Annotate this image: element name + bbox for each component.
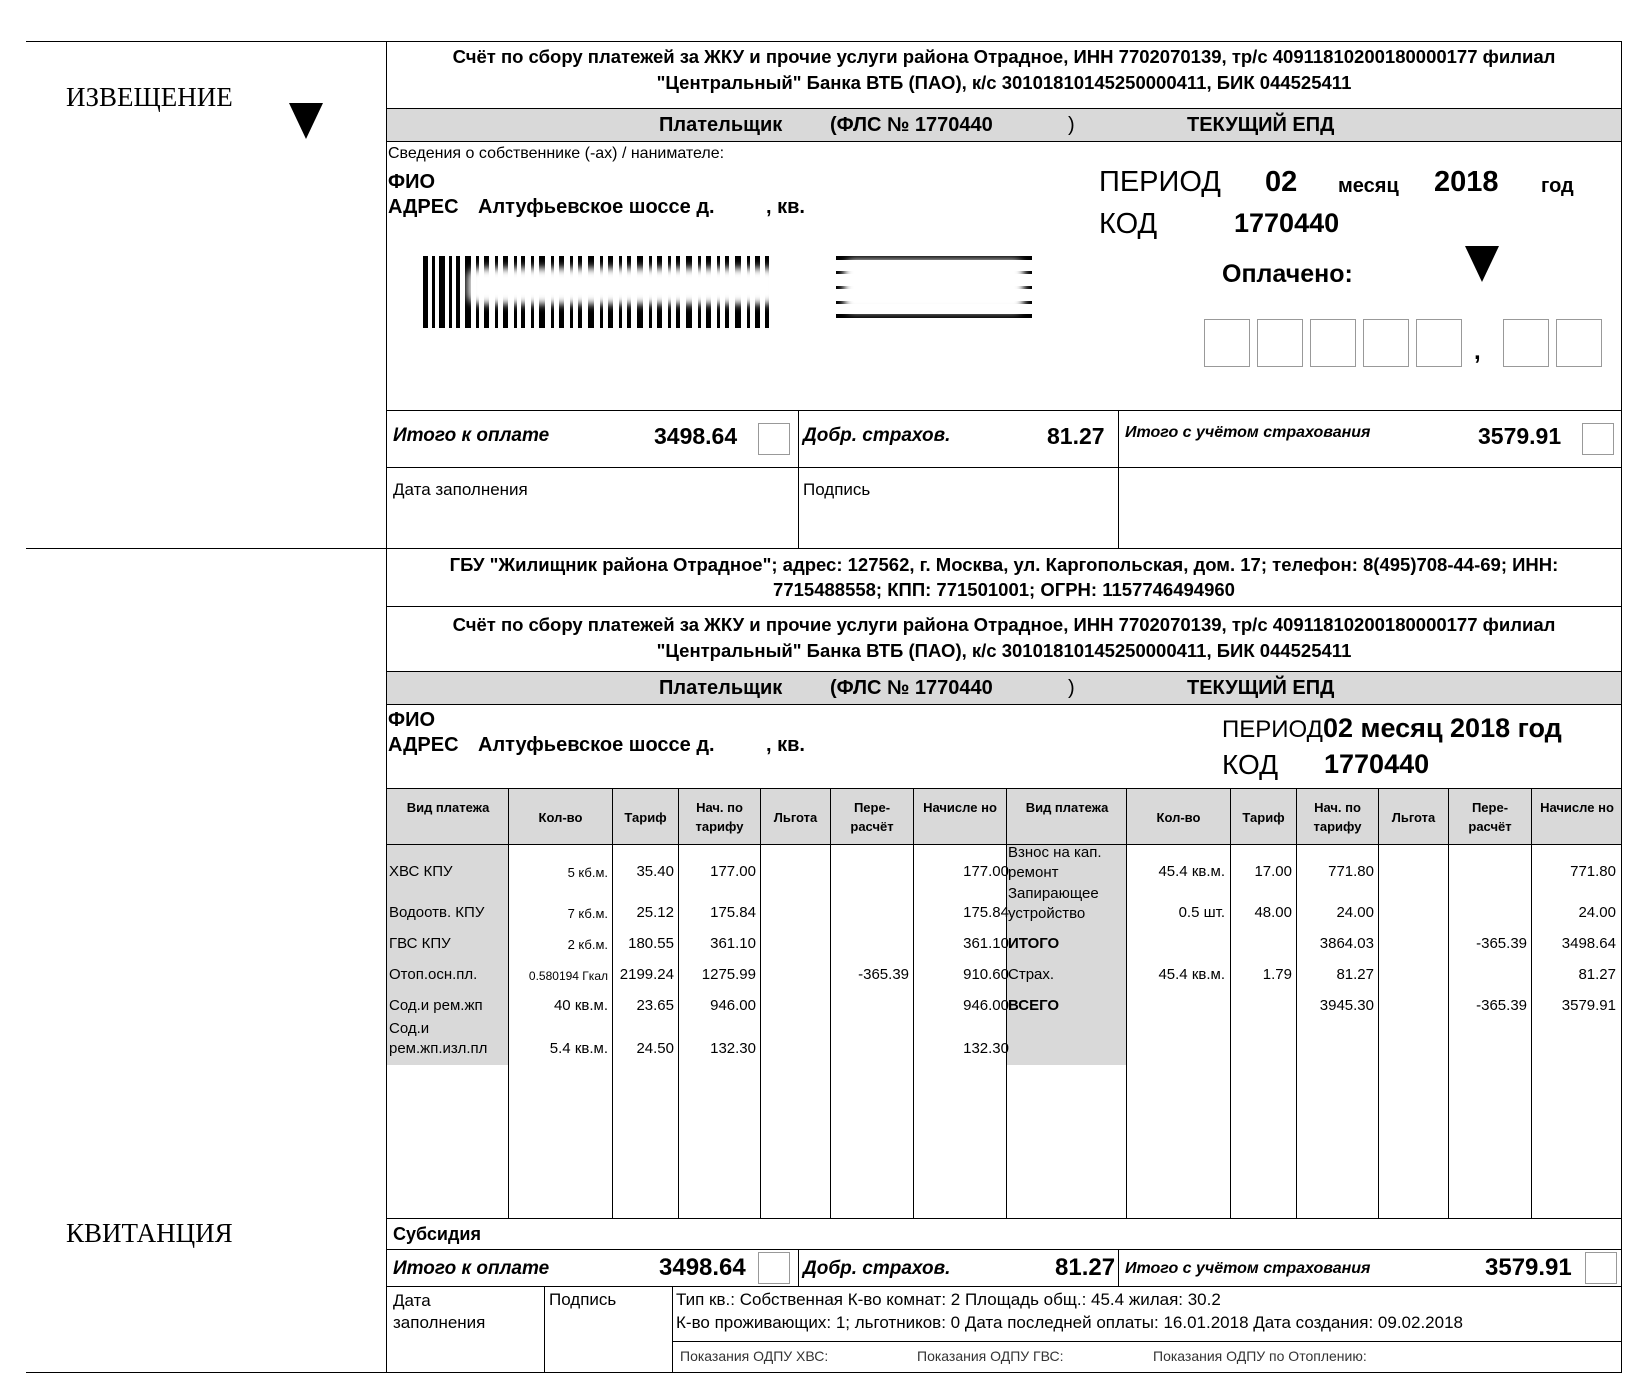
receipt-signature-label: Подпись (549, 1290, 617, 1309)
left-row-1-charged: 177.00 (710, 863, 756, 880)
receipt-current-epd: ТЕКУЩИЙ ЕПД (1187, 677, 1335, 699)
receipt-period-label: ПЕРИОД (1222, 716, 1323, 743)
receipt-org-line1: ГБУ "Жилищник района Отрадное"; адрес: 127562, г. Москва, ул. Каргопольская, дом. 17; телефон: 8(495)708-44-69; ИНН: (449, 554, 1559, 575)
notice-fls-close: ) (1068, 114, 1075, 136)
receipt-fls: (ФЛС № 1770440 (830, 677, 993, 699)
rule (1296, 788, 1297, 1218)
table-header: Вид платежа (1025, 800, 1109, 815)
table-header: Тариф (624, 810, 667, 825)
section-divider (26, 548, 1622, 549)
left-row-1-tariff: 35.40 (636, 863, 674, 880)
receipt-bank-info-line1: Счёт по сбору платежей за ЖКУ и прочие услуги района Отрадное, ИНН 7702070139, тр/с 40911810200180000177 филиал (452, 614, 1556, 635)
table-header: Кол-во (538, 810, 583, 825)
odpu-heat-label: Показания ОДПУ по Отоплению: (1153, 1348, 1367, 1364)
rule (387, 1249, 1622, 1250)
notice-signature-label: Подпись (803, 480, 871, 499)
paid-cent-box-2[interactable] (1556, 319, 1602, 367)
receipt-bank-info-line2: "Центральный" Банка ВТБ (ПАО), к/с 30101810145250000411, БИК 044525411 (656, 640, 1352, 661)
receipt-payer-bar (387, 672, 1621, 704)
notice-total-ins-value: 3579.91 (1478, 423, 1562, 449)
odpu-hvs-label: Показания ОДПУ ХВС: (680, 1348, 829, 1364)
notice-date-label: Дата заполнения (393, 480, 528, 499)
notice-address-label: АДРЕС (388, 196, 459, 218)
notice-payer-label: Плательщик (659, 114, 783, 136)
receipt-date-label-line1: Дата (393, 1291, 431, 1310)
table-header: Льгота (1391, 810, 1436, 825)
rule (1118, 1249, 1119, 1286)
notice-period-year: 2018 (1434, 166, 1499, 198)
rule (387, 1218, 1622, 1219)
rule (798, 1249, 799, 1286)
notice-total-checkbox[interactable] (758, 423, 790, 455)
right-row-5-charged: 3945.30 (1319, 997, 1374, 1014)
rule (544, 1286, 545, 1372)
receipt-bank-info (388, 612, 1620, 664)
rule (612, 788, 613, 1218)
left-row-5-name: Сод.и рем.жп (389, 997, 483, 1014)
top-border (26, 41, 1622, 42)
table-header: Льгота (773, 810, 818, 825)
receipt-payer-label: Плательщик (659, 677, 783, 699)
left-row-3-charged: 361.10 (710, 935, 756, 952)
right-row-1-name: Взнос на кап. ремонт (1008, 844, 1102, 881)
receipt-org-info (388, 552, 1620, 602)
notice-paid-label: Оплачено: (1222, 260, 1353, 288)
notice-address-value: Алтуфьевское шоссе д. (478, 196, 715, 218)
barcode (423, 256, 773, 328)
left-row-3-tariff: 180.55 (628, 935, 674, 952)
left-row-5-qty: 40 кв.м. (553, 997, 608, 1014)
notice-period-month: 02 (1265, 166, 1298, 198)
receipt-info-line2: К-во проживающих: 1; льготников: 0 Дата последней оплаты: 16.01.2018 Дата создания: 09.02.2018 (676, 1313, 1464, 1332)
table-header: Начисле но (923, 800, 997, 815)
notice-total-ins-checkbox[interactable] (1582, 423, 1614, 455)
rule (387, 410, 1622, 411)
left-row-6-name: Сод.и рем.жп.изл.пл (389, 1020, 488, 1057)
left-row-4-charged: 1275.99 (701, 966, 756, 983)
notice-apt-label: , кв. (766, 196, 805, 218)
receipt-label: КВИТАНЦИЯ (66, 1218, 233, 1248)
left-row-2-tariff: 25.12 (636, 904, 674, 921)
notice-label: ИЗВЕЩЕНИЕ (66, 82, 233, 112)
rule (1448, 788, 1449, 1218)
notice-insurance-label: Добр. страхов. (803, 425, 951, 446)
receipt-insurance-label: Добр. страхов. (803, 1258, 951, 1279)
receipt-insurance-value: 81.27 (1055, 1254, 1116, 1281)
rule (387, 704, 1622, 705)
notice-bank-info-line1: Счёт по сбору платежей за ЖКУ и прочие услуги района Отрадное, ИНН 7702070139, тр/с 40911810200180000177 филиал (452, 46, 1556, 67)
paid-digit-box-5[interactable] (1416, 319, 1462, 367)
rule (830, 788, 831, 1218)
notice-current-epd: ТЕКУЩИЙ ЕПД (1187, 114, 1335, 136)
receipt-apt-label: , кв. (766, 734, 805, 756)
left-row-4-tariff: 2199.24 (619, 966, 674, 983)
receipt-total-ins-label: Итого с учётом страхования (1125, 1260, 1371, 1277)
left-row-3-name: ГВС КПУ (389, 935, 451, 952)
rule (678, 788, 679, 1218)
triangle-marker-icon (289, 103, 323, 139)
right-row-4-tariff: 1.79 (1262, 966, 1292, 983)
rule (1531, 788, 1532, 1218)
obscured-code (836, 256, 1032, 320)
notice-month-label: месяц (1338, 175, 1399, 197)
right-row-4-total: 81.27 (1578, 966, 1616, 983)
left-row-5-charged: 946.00 (710, 997, 756, 1014)
left-row-4-qty: 0.580194 Гкал (528, 969, 608, 983)
table-header: Вид платежа (406, 800, 490, 815)
left-row-2-name: Водоотв. КПУ (389, 904, 485, 921)
rule (1230, 788, 1231, 1218)
receipt-total-ins-checkbox[interactable] (1585, 1252, 1617, 1284)
notice-total-label: Итого к оплате (393, 425, 550, 446)
receipt-date-label (393, 1290, 485, 1334)
right-row-4-charged: 81.27 (1336, 966, 1374, 983)
table-header: Нач. по тарифу (1313, 800, 1362, 834)
receipt-code-value: 1770440 (1324, 749, 1430, 779)
rule (387, 467, 1622, 468)
rule (672, 1341, 1622, 1342)
right-border (1621, 41, 1622, 1372)
receipt-date-label-line2: заполнения (393, 1313, 486, 1332)
right-row-2-qty: 0.5 шт. (1178, 904, 1225, 921)
right-row-1-total: 771.80 (1570, 863, 1616, 880)
right-row-5-total: 3579.91 (1561, 997, 1616, 1014)
left-row-4-recalc: -365.39 (858, 966, 909, 983)
left-row-2-charged: 175.84 (710, 904, 756, 921)
left-row-1-name: ХВС КПУ (389, 863, 453, 880)
left-row-4-total: 910.60 (963, 966, 1009, 983)
paid-digit-box-4[interactable] (1363, 319, 1409, 367)
right-row-2-name: Запирающее устройство (1008, 885, 1099, 922)
table-header: Пере-расчёт (850, 800, 894, 834)
notice-total-value: 3498.64 (654, 423, 738, 449)
right-row-2-tariff: 48.00 (1254, 904, 1292, 921)
left-row-6-tariff: 24.50 (636, 1040, 674, 1057)
left-row-2-qty: 7 кб.м. (567, 906, 608, 921)
receipt-code-label: КОД (1222, 749, 1279, 780)
right-row-1-qty: 45.4 кв.м. (1158, 863, 1225, 880)
table-header: Тариф (1242, 810, 1285, 825)
right-row-2-charged: 24.00 (1336, 904, 1374, 921)
right-row-3-total: 3498.64 (1561, 935, 1616, 952)
notice-fio-label: ФИО (388, 171, 436, 193)
right-row-5-name: ВСЕГО (1008, 997, 1060, 1014)
receipt-org-line2: 7715488558; КПП: 771501001; ОГРН: 1157746494960 (773, 579, 1235, 600)
rule (387, 606, 1622, 607)
receipt-total-value: 3498.64 (659, 1254, 746, 1281)
notice-year-label: год (1541, 175, 1574, 197)
rule (1378, 788, 1379, 1218)
rule (1118, 410, 1119, 548)
left-row-3-total: 361.10 (963, 935, 1009, 952)
receipt-period-value: 02 месяц 2018 год (1323, 713, 1562, 743)
bottom-border (26, 1372, 1622, 1373)
rule (387, 1286, 1622, 1287)
receipt-total-ins-value: 3579.91 (1485, 1254, 1572, 1281)
left-row-4-name: Отоп.осн.пл. (389, 966, 478, 983)
rule (508, 788, 509, 1218)
right-row-2-total: 24.00 (1578, 904, 1616, 921)
receipt-info-line1: Тип кв.: Собственная К-во комнат: 2 Площадь общ.: 45.4 жилая: 30.2 (676, 1290, 1221, 1309)
left-row-5-total: 946.00 (963, 997, 1009, 1014)
receipt-apartment-info (676, 1288, 1463, 1334)
rule (672, 1286, 673, 1372)
left-row-6-qty: 5.4 кв.м. (549, 1040, 608, 1057)
rule (798, 410, 799, 548)
table-header: Начисле но (1540, 800, 1614, 815)
notice-fls: (ФЛС № 1770440 (830, 114, 993, 136)
rule (1126, 788, 1127, 1218)
odpu-gvs-label: Показания ОДПУ ГВС: (917, 1348, 1064, 1364)
rule (913, 788, 914, 1218)
right-row-3-recalc: -365.39 (1476, 935, 1527, 952)
left-row-6-total: 132.30 (963, 1040, 1009, 1057)
rule (387, 141, 1622, 142)
receipt-total-label: Итого к оплате (393, 1258, 550, 1279)
notice-owner-info: Сведения о собственнике (-ах) / нанимателе: (388, 145, 725, 162)
notice-insurance-value: 81.27 (1047, 423, 1105, 449)
receipt-total-checkbox[interactable] (758, 1252, 790, 1284)
notice-code-value: 1770440 (1234, 208, 1340, 238)
left-row-1-qty: 5 кб.м. (567, 865, 608, 880)
left-row-5-tariff: 23.65 (636, 997, 674, 1014)
table-header: Кол-во (1156, 810, 1201, 825)
receipt-address-label: АДРЕС (388, 734, 459, 756)
table-header: Пере-расчёт (1468, 800, 1512, 834)
receipt-fio-label: ФИО (388, 709, 436, 731)
right-row-3-name: ИТОГО (1008, 935, 1060, 952)
paid-triangle-marker-icon (1465, 246, 1499, 282)
paid-cent-box-1[interactable] (1503, 319, 1549, 367)
notice-bank-info (388, 44, 1620, 96)
left-row-2-total: 175.84 (963, 904, 1009, 921)
receipt-fls-close: ) (1068, 677, 1075, 699)
paid-digit-box-2[interactable] (1257, 319, 1303, 367)
left-column-border (386, 41, 387, 1372)
paid-comma: , (1474, 338, 1481, 365)
right-row-3-charged: 3864.03 (1319, 935, 1374, 952)
rule (760, 788, 761, 1218)
paid-digit-box-3[interactable] (1310, 319, 1356, 367)
notice-code-label: КОД (1099, 208, 1158, 240)
left-row-3-qty: 2 кб.м. (567, 937, 608, 952)
notice-total-ins-label: Итого с учётом страхования (1125, 424, 1371, 441)
table-header: Нач. по тарифу (695, 800, 744, 834)
notice-payer-bar (387, 109, 1621, 141)
right-row-4-qty: 45.4 кв.м. (1158, 966, 1225, 983)
paid-digit-box-1[interactable] (1204, 319, 1250, 367)
right-row-5-recalc: -365.39 (1476, 997, 1527, 1014)
notice-period-label: ПЕРИОД (1099, 166, 1221, 198)
receipt-address-value: Алтуфьевское шоссе д. (478, 734, 715, 756)
left-row-1-total: 177.00 (963, 863, 1009, 880)
right-row-4-name: Страх. (1008, 966, 1055, 983)
rule (387, 844, 1622, 845)
right-row-1-tariff: 17.00 (1254, 863, 1292, 880)
right-row-1-charged: 771.80 (1328, 863, 1374, 880)
receipt-subsidy-label: Субсидия (393, 1224, 481, 1244)
notice-bank-info-line2: "Центральный" Банка ВТБ (ПАО), к/с 30101810145250000411, БИК 044525411 (656, 72, 1352, 93)
left-row-6-charged: 132.30 (710, 1040, 756, 1057)
